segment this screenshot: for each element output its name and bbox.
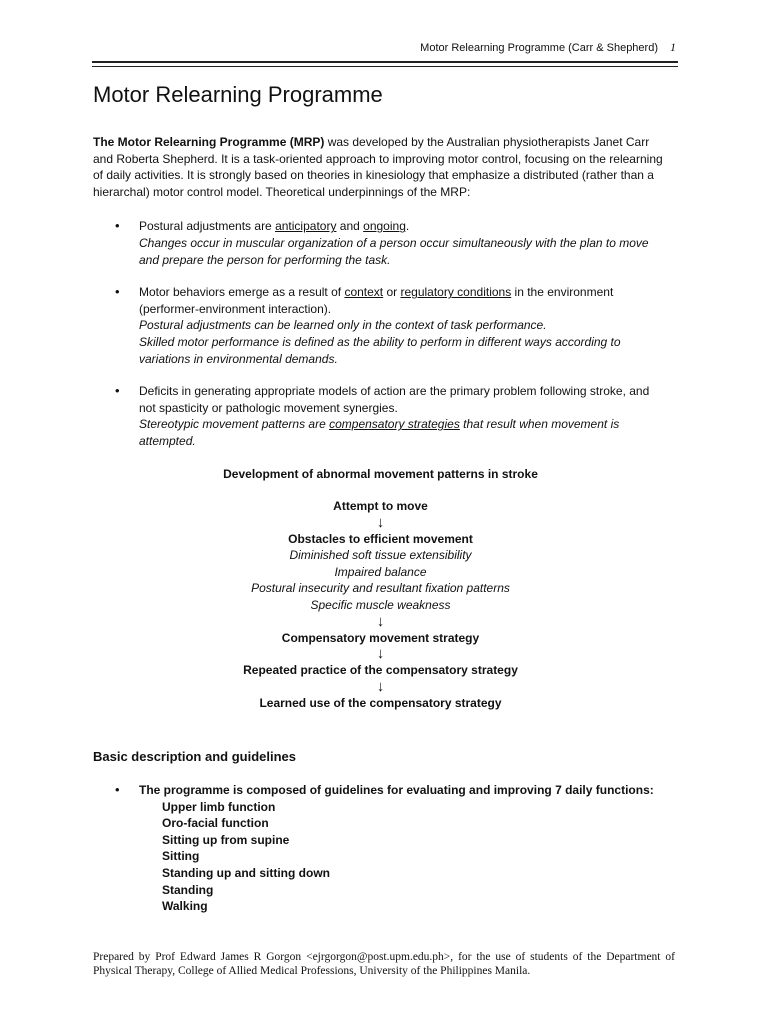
- theory-3-explanation: [139, 416, 668, 449]
- theory-2-text-post: in the environment (performer-environment interaction).: [139, 285, 614, 316]
- daily-function-item: Standing up and sitting down: [162, 866, 330, 880]
- flow-step-learned-use: Learned use of the compensatory strategy: [259, 695, 502, 710]
- page-number: 1: [670, 40, 676, 54]
- theory-3-explanation-pre: Stereotypic movement patterns are: [139, 417, 330, 432]
- intro-lead: The Motor Relearning Programme (MRP): [93, 135, 325, 149]
- flow-obstacle-item: Diminished soft tissue extensibility: [289, 548, 472, 563]
- theory-3-text: Deficits in generating appropriate models of action are the primary problem following stroke, and not spasticity or pathologic movement synergies.: [139, 384, 650, 415]
- theory-2-underline-1: context: [344, 285, 384, 300]
- theory-3-explanation-underline: compensatory strategies: [329, 417, 460, 432]
- theory-2-text-pre: Motor behaviors emerge as a result of: [139, 285, 345, 300]
- theory-1-text-pre: Postural adjustments are: [139, 219, 276, 234]
- running-header: [92, 40, 676, 55]
- daily-function-item: Oro-facial function: [162, 816, 269, 831]
- flow-step-obstacles: Obstacles to efficient movement: [288, 531, 473, 546]
- theory-item-2: [93, 284, 668, 367]
- daily-function-item: Walking: [162, 899, 208, 914]
- footer-note: Prepared by Prof Edward James R Gorgon <ejrgorgon@post.upm.edu.ph>, for the use of students of the Department of Physical Therapy, College of Allied Medical Professions, University of the Philippines Manila.: [93, 951, 675, 977]
- daily-function-item: Upper limb function: [162, 799, 276, 814]
- theory-3-explanation-post: that result when movement is attempted.: [139, 417, 620, 448]
- theory-2-text-mid: or: [383, 285, 401, 300]
- theory-1-underline-1: anticipatory: [275, 219, 337, 234]
- flow-obstacle-item: Postural insecurity and resultant fixation patterns: [251, 581, 510, 596]
- theory-2-explanation-1: Postural adjustments can be learned only in the context of task performance.: [139, 318, 547, 333]
- guidelines-item: [93, 782, 668, 915]
- down-arrow-icon: ↓: [376, 645, 385, 663]
- flow-step-repeated-practice: Repeated practice of the compensatory strategy: [243, 663, 518, 678]
- page-title: Motor Relearning Programme: [93, 82, 383, 107]
- daily-function-item: Standing: [162, 882, 214, 897]
- daily-function-item: Sitting up from supine: [162, 832, 290, 847]
- theory-2-explanation-2: Skilled motor performance is defined as the ability to perform in different ways according to variations in environmental demands.: [139, 334, 621, 366]
- theory-2-underline-2: regulatory conditions: [400, 285, 512, 300]
- guidelines-list: [93, 782, 668, 915]
- flow-title: Development of abnormal movement patterns in stroke: [223, 466, 538, 481]
- theory-1-text-post: .: [405, 219, 410, 234]
- daily-function-item: Sitting: [162, 849, 200, 864]
- flow-diagram: [93, 466, 668, 712]
- section-heading: Basic description and guidelines: [93, 749, 296, 765]
- flow-step-attempt: Attempt to move: [333, 499, 428, 514]
- flow-obstacle-item: Specific muscle weakness: [310, 598, 451, 613]
- flow-obstacle-item: Impaired balance: [334, 564, 427, 579]
- intro-paragraph: [93, 134, 668, 200]
- down-arrow-icon: ↓: [376, 513, 385, 531]
- intro-text: was developed by the Australian physiotherapists Janet Carr and Roberta Shepherd. It is a task-oriented approach to improving motor control, focusing on the relearning of daily activities. It is strongly based on theories in kinesiology that emphasize a distributed (rather than a hierarchal) motor control model. Theoretical underpinnings of the MRP:: [93, 135, 663, 199]
- down-arrow-icon: ↓: [376, 612, 385, 630]
- header-rule-thin: [92, 66, 678, 67]
- flow-step-compensatory: Compensatory movement strategy: [281, 630, 480, 645]
- main-content: [93, 80, 668, 931]
- theory-item-1: [93, 218, 668, 268]
- down-arrow-icon: ↓: [376, 677, 385, 695]
- theory-1-explanation: Changes occur in muscular organization of a person occur simultaneously with the plan to move and prepare the person for performing the task.: [139, 235, 649, 267]
- running-title: Motor Relearning Programme (Carr & Shepherd): [420, 42, 658, 54]
- daily-functions-list: [139, 799, 668, 915]
- theory-1-text-mid: and: [336, 219, 364, 234]
- guidelines-text: The programme is composed of guidelines for evaluating and improving 7 daily functions:: [139, 783, 654, 798]
- header-rule-thick: [92, 61, 678, 63]
- theory-item-3: [93, 383, 668, 449]
- theory-1-underline-2: ongoing: [363, 219, 406, 234]
- theory-list: [93, 218, 668, 449]
